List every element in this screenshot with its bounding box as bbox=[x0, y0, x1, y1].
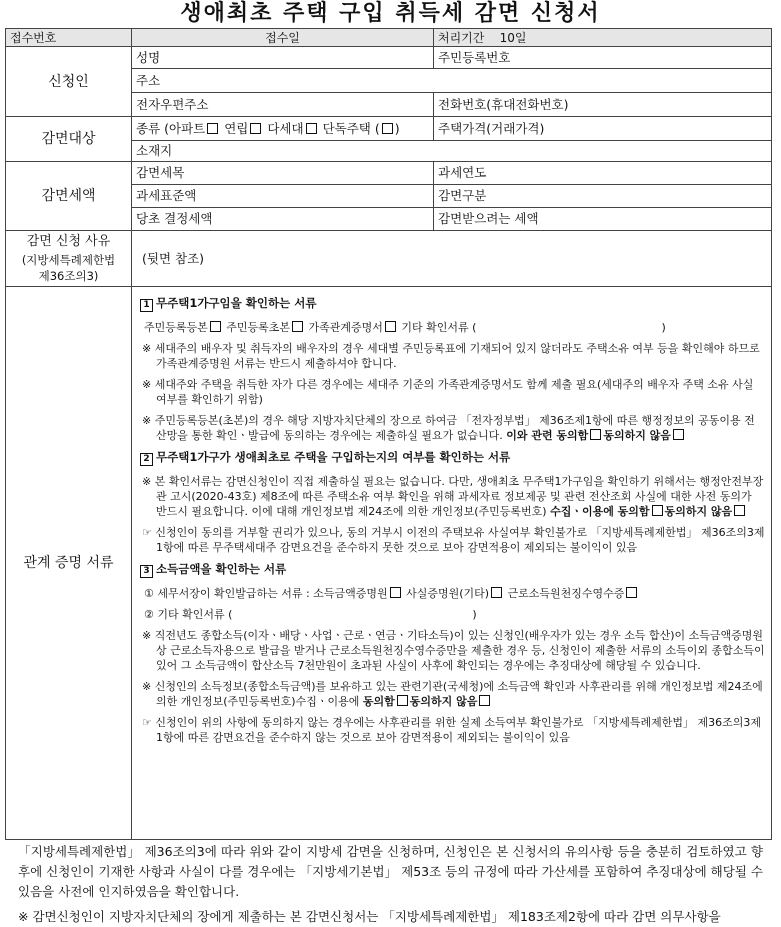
withholding-checkbox[interactable] bbox=[626, 587, 637, 598]
detached-checkbox[interactable] bbox=[382, 123, 393, 134]
doc-note: ※ 직전년도 종합소득(이자ㆍ배당ㆍ사업ㆍ근로ㆍ연금ㆍ기타소득)이 있는 신청인(배우자가 있는 경우 소득 합산)이 소득금액증명원상 근로소득자용으로 발급을 받거나 근로소득원천징수영수증만을 제출한 경우 등, 신청인이 제출한 서류의 소득이외 종합소득이 있어 그 소득금액이 합산소득 7천만원이 초과된 사실이 사후에 확인되는 경우에는 추징대상에 해당될 수 있습니다. bbox=[142, 629, 765, 672]
family-cert-checkbox[interactable] bbox=[385, 321, 396, 332]
name-field[interactable]: 성명 bbox=[132, 47, 434, 69]
doc-note: ※ 세대주의 배우자 및 취득자의 배우자의 경우 세대별 주민등록표에 기재되어 있지 않더라도 주택소유 여부 등을 확인해야 하므로 가족관계증명원 서류는 반드시 제출하셔야 합니다. bbox=[142, 342, 760, 370]
applicant-section-label: 신청인 bbox=[6, 47, 132, 117]
rrn-field[interactable]: 주민등록번호 bbox=[434, 47, 772, 69]
location-field[interactable]: 소재지 bbox=[132, 141, 772, 162]
income-cert-checkbox[interactable] bbox=[390, 587, 401, 598]
receipt-date-cell[interactable]: 접수일 bbox=[132, 29, 434, 47]
doc-note: ※ 본 확인서류는 감면신청인이 직접 제출하실 필요는 없습니다. 다만, 생애최초 무주택1가구임을 확인하기 위해서는 행정안전부장관 고시(2020-43호) 제8조에 따른 주택소유 여부 확인을 위해 과세자료 정보제공 및 관련 전산조회 사실에 대한 사전 동의가 반드시 필요합니다. 이에 대해 개인정보법 제24조에 의한 개인정보(주민등록번호) 수집ㆍ이용에 동의함 동의하지 않음 bbox=[142, 475, 764, 518]
doc-section-2-title: 2 무주택1가구가 생애최초로 주택을 구입하는지의 여부를 확인하는 서류 bbox=[140, 449, 765, 466]
form-title: 생애최초 주택 구입 취득세 감면 신청서 bbox=[180, 1, 601, 26]
doc-section-1-title: 1 무주택1가구임을 확인하는 서류 bbox=[140, 295, 765, 312]
phone-field[interactable]: 전화번호(휴대전화번호) bbox=[434, 93, 772, 117]
multiplex-checkbox[interactable] bbox=[306, 123, 317, 134]
declaration-text: 「지방세특례제한법」 제36조의3에 따라 위와 같이 지방세 감면을 신청하며, 신청인은 본 신청서의 유의사항 등을 충분히 검토하였고 향후에 신청인이 기재한 사항과 사실이 다를 경우에는 「지방세기본법」 제53조 등의 규정에 따라 가산세를 포함하여 추징대상에 해당될 수 있음을 사전에 인지하였음을 확인합니다. bbox=[18, 844, 763, 899]
doc-note: ☞ 신청인이 위의 사항에 동의하지 않는 경우에는 사후관리를 위한 실제 소득여부 확인불가로 「지방세특례제한법」 제36조의3제1항에 따른 감면요건을 준수하지 않는 것으로 보아 감면적용이 제외되는 불이익이 있음 bbox=[142, 716, 761, 744]
agree-checkbox[interactable] bbox=[652, 505, 663, 516]
tax-item-field[interactable]: 감면세목 bbox=[132, 162, 434, 185]
receipt-number-cell[interactable]: 접수번호 bbox=[6, 29, 132, 47]
fact-cert-checkbox[interactable] bbox=[491, 587, 502, 598]
doc-section-3-options: ① 세무서장이 확인발급하는 서류 : 소득금액증명원 사실증명원(기타) 근로소득원천징수영수증 bbox=[144, 586, 765, 601]
reason-field[interactable]: (뒷면 참조) bbox=[132, 231, 772, 287]
resident-copy-checkbox[interactable] bbox=[210, 321, 221, 332]
agree-checkbox[interactable] bbox=[590, 429, 601, 440]
initial-tax-field[interactable]: 당초 결정세액 bbox=[132, 208, 434, 231]
target-section-label: 감면대상 bbox=[6, 117, 132, 162]
processing-period-cell: 처리기간 10일 bbox=[434, 29, 772, 47]
exemption-category-field[interactable]: 감면구분 bbox=[434, 185, 772, 208]
address-field[interactable]: 주소 bbox=[132, 69, 772, 93]
documents-section-label: 관계 증명 서류 bbox=[6, 287, 132, 840]
tax-year-field[interactable]: 과세연도 bbox=[434, 162, 772, 185]
agree-checkbox[interactable] bbox=[397, 695, 408, 706]
doc-note: ※ 세대주와 주택을 취득한 자가 다른 경우에는 세대주 기준의 가족관계증명서도 함께 제출 필요(세대주의 배우자 주택 소유 사실 여부를 확인하기 위함) bbox=[142, 378, 754, 406]
doc-note: ☞ 신청인이 동의를 거부할 권리가 있으나, 동의 거부시 이전의 주택보유 사실여부 확인불가로 「지방세특례제한법」 제36조의3제1항에 따른 무주택세대주 감면요건을 준수하지 못한 것으로 보아 감면적용이 제외되는 불이익이 있음 bbox=[142, 526, 765, 554]
tax-section-label: 감면세액 bbox=[6, 162, 132, 231]
doc-note: ※ 주민등록등본(초본)의 경우 해당 지방자치단체의 장으로 하여금 「전자정부법」 제36조제1항에 따른 행정정보의 공동이용 전산망을 통한 확인ㆍ발급에 동의하는 경우에는 제출하실 필요가 없습니다. 이와 관련 동의함 동의하지 않음 bbox=[142, 414, 755, 442]
disagree-checkbox[interactable] bbox=[673, 429, 684, 440]
disagree-checkbox[interactable] bbox=[479, 695, 490, 706]
tax-base-field[interactable]: 과세표준액 bbox=[132, 185, 434, 208]
housing-type-field: 종류 (아파트 연립 다세대 단독주택 ( ) bbox=[132, 117, 434, 141]
doc-section-3-other: ② 기타 확인서류 ( ) bbox=[144, 608, 477, 621]
disagree-checkbox[interactable] bbox=[734, 505, 745, 516]
reason-label: 감면 신청 사유 (지방세특례제한법 제36조의3) bbox=[6, 231, 132, 287]
documents-content bbox=[132, 287, 772, 840]
doc-section-1-options: 주민등록등본 주민등록초본 가족관계증명서 기타 확인서류 ( ) bbox=[144, 321, 666, 334]
requested-tax-field[interactable]: 감면받으려는 세액 bbox=[434, 208, 772, 231]
footer-note: ※ 감면신청인이 지방자치단체의 장에게 제출하는 본 감면신청서는 「지방세특례제한법」 제183조제2항에 따라 감면 의무사항을 bbox=[18, 909, 721, 924]
application-form bbox=[5, 28, 772, 840]
doc-section-3-title: 3 소득금액을 확인하는 서류 bbox=[140, 561, 765, 578]
house-price-field[interactable]: 주택가격(거래가격) bbox=[434, 117, 772, 141]
apartment-checkbox[interactable] bbox=[207, 123, 218, 134]
doc-note: ※ 신청인의 소득정보(종합소득금액)를 보유하고 있는 관련기관(국세청)에 소득금액 확인과 사후관리를 위해 개인정보법 제24조에 의한 개인정보(주민등록번호)수집ㆍ이용에 동의함 동의하지 않음 bbox=[142, 680, 763, 708]
rowhouse-checkbox[interactable] bbox=[250, 123, 261, 134]
resident-abstract-checkbox[interactable] bbox=[292, 321, 303, 332]
email-field[interactable]: 전자우편주소 bbox=[132, 93, 434, 117]
